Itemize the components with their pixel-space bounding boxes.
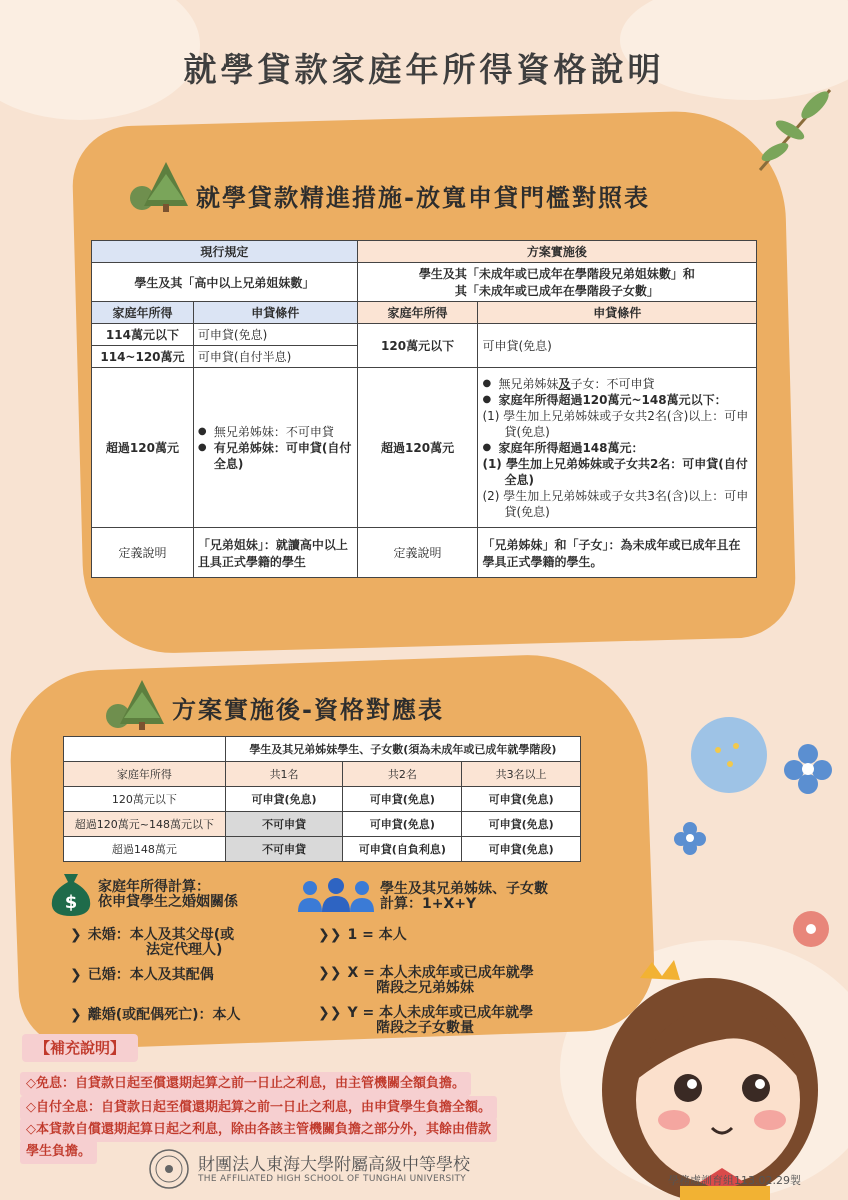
new-over-bullet3-item1: (1) 學生加上兄弟姊妹或子女共2名：可申貸(自付全息) [482, 456, 748, 487]
col-condition-new: 申貸條件 [478, 302, 757, 324]
header-group: 學生及其兄弟姊妹學生、子女數(須為未成年或已成年就學階段) [225, 737, 580, 762]
col-count-3: 共3名以上 [462, 762, 581, 787]
new-row1-income: 120萬元以下 [357, 324, 478, 368]
cur-row2-income: 114~120萬元 [92, 346, 194, 368]
cell-value: 可申貸(免息) [462, 787, 581, 812]
def-label-new: 定義說明 [357, 528, 478, 578]
item-text: 1 = 本人 [347, 927, 407, 943]
eligibility-table [63, 736, 581, 862]
income-calc-title [98, 880, 238, 910]
school-seal-icon [148, 1148, 190, 1190]
cur-over-condition [193, 368, 357, 528]
new-definition: 「兄弟姊妹」和「子女」：為未成年或已成年且在學具正式學籍的學生。 [478, 528, 757, 578]
current-rule-header: 現行規定 [92, 241, 358, 263]
new-row1-condition: 可申貸(免息) [478, 324, 757, 368]
new-over-bullet1 [482, 376, 752, 392]
new-over-bullet3: ● 家庭年所得超過148萬元： [482, 440, 752, 456]
marital-item-unmarried [70, 928, 234, 958]
count-item-siblings [318, 966, 534, 996]
item-text: Y = 本人未成年或已成年就學 [347, 1005, 534, 1021]
current-scope: 學生及其「高中以上兄弟姐妹數」 [92, 263, 358, 302]
count-calc-title-line1: 學生及其兄弟姊妹、子女數 [380, 881, 548, 897]
item-text: 離婚(或配偶死亡)：本人 [87, 1007, 241, 1023]
col-count-1: 共1名 [225, 762, 343, 787]
double-chevron-icon: ❯❯ [318, 965, 342, 981]
cur-over-bullet1: ● 無兄弟姊妹：不可申貸 [198, 424, 353, 440]
section2-title: 方案實施後-資格對應表 [172, 696, 444, 724]
chevron-right-icon: ❯ [70, 927, 82, 943]
tree-icon [104, 678, 166, 732]
school-name: 財團法人東海大學附屬高級中等學校 [198, 1155, 470, 1175]
marital-item-divorced [70, 1008, 241, 1023]
item-text: 未婚：本人及其父母(或 [87, 927, 235, 943]
col-count-2: 共2名 [343, 762, 462, 787]
chevron-right-icon: ❯ [70, 967, 82, 983]
new-over-bullet1-and: 及 [558, 376, 571, 391]
new-over-bullet1-pre: 無兄弟姊妹 [498, 376, 559, 391]
col-income-current: 家庭年所得 [92, 302, 194, 324]
section1-title: 就學貸款精進措施-放寬申貸門檻對照表 [196, 184, 650, 212]
count-calc-title [380, 882, 548, 912]
cell-value: 不可申貸 [225, 837, 343, 862]
cur-over-bullet2: ● 有兄弟姊妹：可申貸(自付全息) [198, 440, 353, 472]
cur-row1-condition: 可申貸(免息) [193, 324, 357, 346]
count-calc-title-line2: 計算：1+X+Y [380, 896, 477, 912]
svg-text:$: $ [64, 892, 78, 913]
def-label-current: 定義說明 [92, 528, 194, 578]
comparison-table [91, 240, 757, 578]
new-scope [357, 263, 756, 302]
col-income: 家庭年所得 [64, 762, 226, 787]
small-flower-icon [672, 820, 708, 856]
school-name-en: THE AFFILIATED HIGH SCHOOL OF TUNGHAI UNIVERSITY [198, 1174, 467, 1184]
small-flower-icon [780, 740, 836, 796]
cur-row2-condition: 可申貸(自付半息) [193, 346, 357, 368]
empty-corner [64, 737, 226, 762]
new-over-bullet2: ● 家庭年所得超過120萬元~148萬元以下： [482, 392, 752, 408]
cell-value: 可申貸(免息) [225, 787, 343, 812]
new-rule-header: 方案實施後 [357, 241, 756, 263]
made-by: 學務處訓育組113.02.29製 [668, 1174, 801, 1187]
cell-value: 不可申貸 [225, 812, 343, 837]
income-calc-title-line2: 依申貸學生之婚姻關係 [98, 894, 238, 910]
supplement-line: ◇自付全息：自貸款日起至償還期起算之前一日止之利息，由申貸學生負擔全額。 [20, 1096, 497, 1120]
row-income: 120萬元以下 [64, 787, 226, 812]
supplement-title: 【補充說明】 [22, 1034, 138, 1062]
item-text-cont: 法定代理人) [146, 942, 223, 958]
new-over-bullet2-item1: (1) 學生加上兄弟姊妹或子女共2名(含)以上：可申貸(免息) [482, 408, 749, 439]
double-chevron-icon: ❯❯ [318, 927, 342, 943]
cell-value: 可申貸(免息) [343, 787, 462, 812]
cell-value: 可申貸(免息) [343, 812, 462, 837]
item-text-cont: 階段之兄弟姊妹 [376, 980, 474, 996]
cur-row1-income: 114萬元以下 [92, 324, 194, 346]
table-row [64, 787, 581, 812]
double-chevron-icon: ❯❯ [318, 1005, 342, 1021]
count-item-children [318, 1006, 533, 1036]
cell-value: 可申貸(自負利息) [343, 837, 462, 862]
people-icon [296, 878, 376, 914]
col-income-new: 家庭年所得 [357, 302, 478, 324]
flower-icon [684, 710, 774, 800]
new-over-bullet1-post: 子女：不可申貸 [570, 376, 655, 391]
cell-value: 可申貸(免息) [462, 812, 581, 837]
pink-flower-icon [790, 908, 832, 950]
leaf-branch-icon [740, 80, 840, 180]
cell-value: 可申貸(免息) [462, 837, 581, 862]
table-row [64, 837, 581, 862]
count-item-self [318, 928, 407, 943]
col-condition-current: 申貸條件 [193, 302, 357, 324]
new-over-condition [478, 368, 757, 528]
new-scope-line2: 其「未成年或已成年在學階段子女數」 [454, 284, 659, 298]
table-row [64, 812, 581, 837]
item-text-cont: 階段之子女數量 [376, 1020, 474, 1036]
cur-definition: 「兄弟姐妹」：就讀高中以上且具正式學籍的學生 [193, 528, 357, 578]
page-title: 就學貸款家庭年所得資格說明 [183, 50, 665, 89]
new-scope-line1: 學生及其「未成年或已成年在學階段兄弟姐妹數」和 [418, 267, 695, 281]
girl-illustration-icon [600, 960, 840, 1200]
new-over-income: 超過120萬元 [357, 368, 478, 528]
supplement-line: ◇免息：自貸款日起至償還期起算之前一日止之利息，由主管機關全額負擔。 [20, 1072, 471, 1096]
income-calc-title-line1: 家庭年所得計算： [98, 879, 210, 895]
row-income: 超過148萬元 [64, 837, 226, 862]
item-text: X = 本人未成年或已成年就學 [347, 965, 534, 981]
chevron-right-icon: ❯ [70, 1007, 82, 1023]
tree-icon [128, 160, 190, 214]
item-text: 已婚：本人及其配偶 [87, 967, 214, 983]
cur-over-income: 超過120萬元 [92, 368, 194, 528]
new-over-bullet3-item2: (2) 學生加上兄弟姊妹或子女共3名(含)以上：可申貸(免息) [482, 488, 749, 519]
marital-item-married [70, 968, 214, 983]
supplement-line: ◇本貸款自償還期起算日起之利息，除由各該主管機關負擔之部分外，其餘由借款 [20, 1118, 497, 1142]
money-bag-icon [48, 866, 94, 918]
supplement-line: 學生負擔。 [20, 1140, 97, 1164]
row-income: 超過120萬元~148萬元以下 [64, 812, 226, 837]
